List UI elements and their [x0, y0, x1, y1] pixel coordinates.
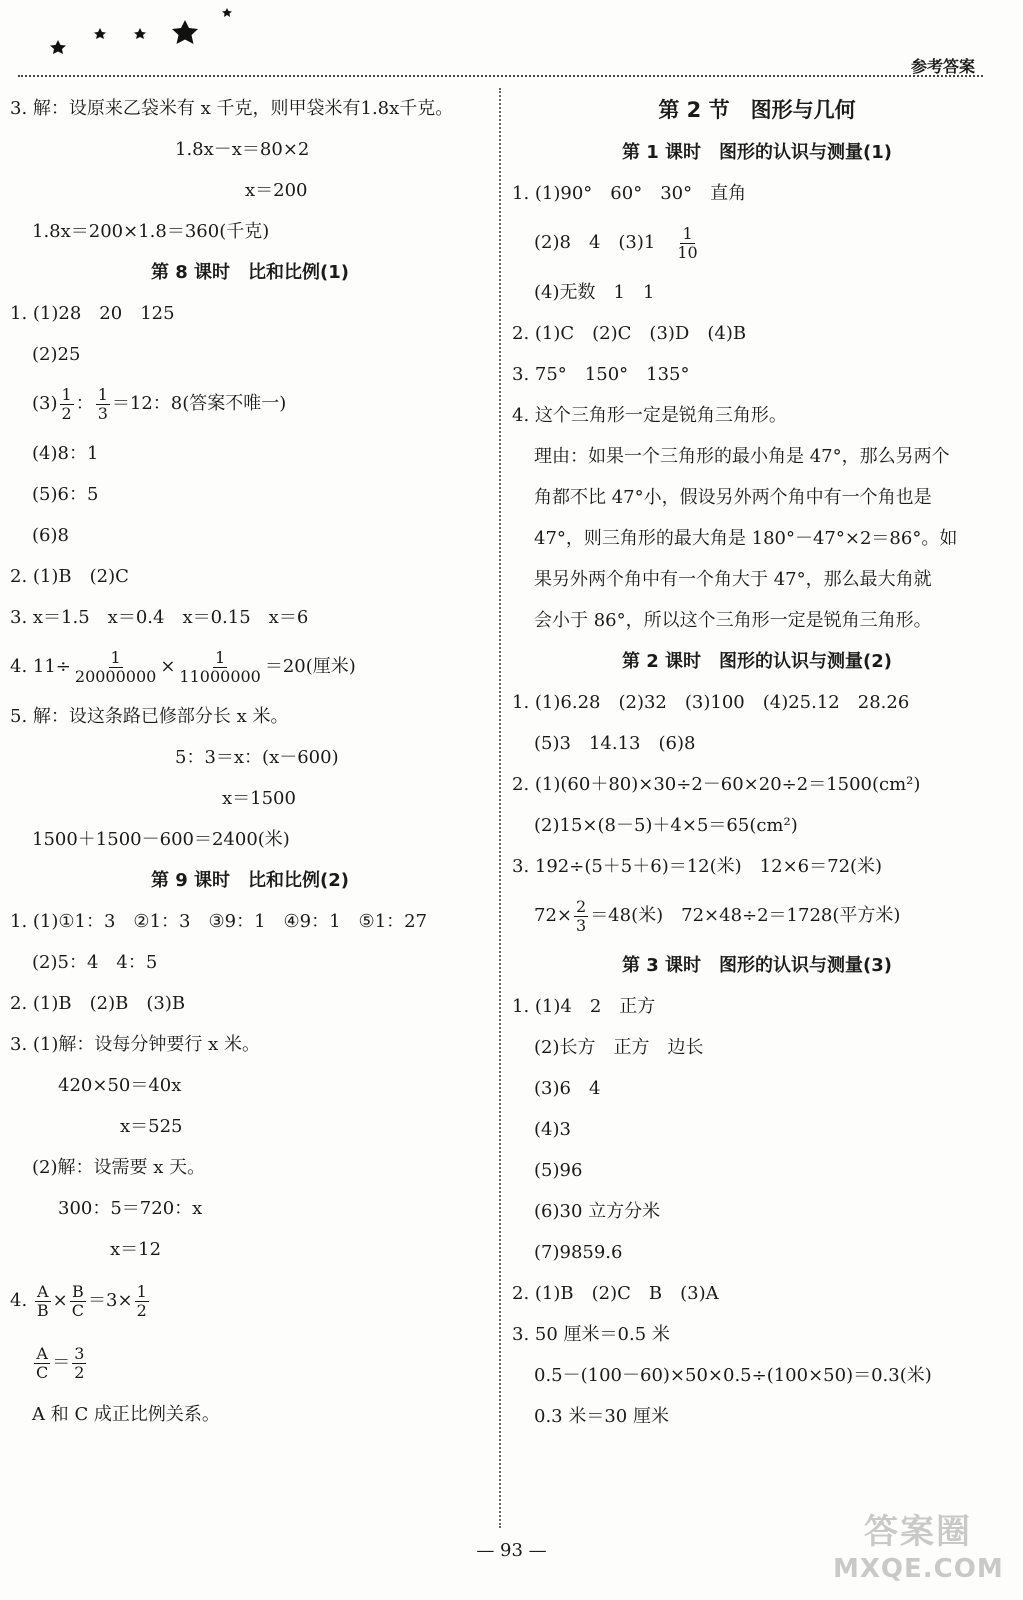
fraction	[72, 1345, 86, 1382]
numerator: 1	[136, 1281, 147, 1301]
denominator: C	[36, 1362, 49, 1382]
denominator: 20000000	[74, 666, 157, 686]
star-decoration-icon	[40, 4, 260, 54]
answer-line: (4)3	[534, 1119, 571, 1140]
watermark-url: MXQE.COM	[833, 1554, 1004, 1584]
fraction	[35, 1283, 51, 1320]
denominator: 3	[97, 403, 108, 423]
fraction	[135, 1283, 149, 1320]
left-column	[10, 88, 490, 1435]
answer-line: 4. 这个三角形一定是锐角三角形。	[512, 405, 787, 426]
fraction	[177, 649, 262, 686]
page-number: — 93 —	[476, 1540, 547, 1561]
paragraph-line: 理由：如果一个三角形的最小角是 47°，那么另两个	[534, 446, 950, 467]
paragraph-line: 47°，则三角形的最大角是 180°－47°×2＝86°。如	[534, 528, 958, 549]
right-column	[512, 88, 1002, 1437]
answer-line: (3)6 4	[534, 1078, 601, 1099]
text-segment: ＝48(米) 72×48÷2＝1728(平方米)	[590, 905, 901, 926]
header-divider	[18, 75, 983, 77]
text-segment: ＝12：8(答案不唯一)	[111, 393, 287, 414]
equation-line: 0.3 米＝30 厘米	[534, 1406, 669, 1427]
answer-line: 2. (1)B (2)C	[10, 566, 129, 587]
denominator: 2	[74, 1362, 85, 1382]
answer-line: (5)96	[534, 1160, 583, 1181]
denominator: 11000000	[179, 666, 261, 686]
text-segment: 72×	[534, 905, 572, 926]
denominator: C	[71, 1300, 85, 1320]
denominator: 3	[576, 915, 587, 935]
numerator: 1	[215, 647, 226, 667]
page-header	[0, 0, 1023, 82]
numerator: B	[72, 1281, 84, 1301]
answer-line-fractions	[10, 1270, 490, 1332]
fraction	[96, 386, 110, 423]
text-segment: ＝3×	[88, 1290, 133, 1311]
text-segment: (2)8 4 (3)1	[534, 232, 674, 253]
answer-line-ratio	[10, 375, 490, 433]
answer-line: (2)25	[32, 344, 81, 365]
answer-line: 3. 50 厘米＝0.5 米	[512, 1324, 670, 1345]
text-segment: ：	[75, 393, 94, 414]
answer-line-fraction	[512, 214, 1002, 272]
denominator: B	[36, 1300, 49, 1320]
equation-line: 0.5－(100－60)×50×0.5÷(100×50)＝0.3(米)	[534, 1365, 932, 1386]
answer-line: 2. (1)(60＋80)×30÷2－60×20÷2＝1500(cm²)	[512, 774, 921, 795]
equation-line: 420×50＝40x	[58, 1075, 182, 1096]
answer-line: 3. 192÷(5＋5＋6)＝12(米) 12×6＝72(米)	[512, 856, 883, 877]
answer-line: (2)5：4 4：5	[32, 952, 158, 973]
numerator: 1	[61, 384, 72, 404]
answer-line: 5. 解：设这条路已修部分长 x 米。	[10, 706, 289, 727]
text-segment: ＝20(厘米)	[264, 656, 356, 677]
answer-line: (6)8	[32, 525, 69, 546]
denominator: 2	[136, 1300, 147, 1320]
numerator: 1	[97, 384, 108, 404]
fraction	[574, 898, 588, 935]
answer-line: (2)15×(8－5)＋4×5＝65(cm²)	[534, 815, 798, 836]
answer-line: 1. (1)6.28 (2)32 (3)100 (4)25.12 28.26	[512, 692, 910, 713]
answer-line: 1. (1)28 20 125	[10, 303, 175, 324]
fraction	[675, 225, 699, 262]
watermark-text: 答案圈	[864, 1512, 972, 1552]
numerator: 1	[682, 223, 693, 243]
answer-line: (2)长方 正方 边长	[534, 1037, 704, 1058]
numerator: 3	[74, 1343, 85, 1363]
equation-line: x＝525	[120, 1116, 183, 1137]
answer-line: (4)无数 1 1	[534, 282, 655, 303]
answer-line-fractions	[10, 1332, 490, 1394]
text-segment: (3)	[32, 393, 58, 414]
answer-line: (6)30 立方分米	[534, 1201, 661, 1222]
answer-line: 1. (1)①1：3 ②1：3 ③9：1 ④9：1 ⑤1：27	[10, 911, 428, 932]
answer-line: 1. (1)4 2 正方	[512, 996, 656, 1017]
denominator: 10	[677, 242, 698, 262]
text-segment: 4. 11÷	[10, 656, 71, 677]
equation-line: 1.8x－x＝80×2	[175, 139, 310, 160]
answer-line: 2. (1)B (2)B (3)B	[10, 993, 186, 1014]
paragraph-line: 果另外两个角中有一个角大于 47°，那么最大角就	[534, 569, 932, 590]
lesson-heading-8: 第 8 课时 比和比例(1)	[150, 262, 350, 283]
answer-line-scale	[10, 638, 490, 696]
answer-line: (7)9859.6	[534, 1242, 623, 1263]
answer-line: (4)8：1	[32, 443, 99, 464]
answer-line: 3. x＝1.5 x＝0.4 x＝0.15 x＝6	[10, 607, 309, 628]
numerator: 2	[576, 896, 587, 916]
section-heading: 第 2 节 图形与几何	[658, 98, 856, 122]
equation-line: 300：5＝720：x	[58, 1198, 203, 1219]
answer-line: 1. (1)90° 60° 30° 直角	[512, 183, 747, 204]
text-segment: ×	[52, 1290, 68, 1311]
fraction	[73, 649, 158, 686]
answer-line: (2)解：设需要 x 天。	[32, 1157, 206, 1178]
watermark-logo	[833, 1510, 1003, 1594]
lesson-heading-2: 第 2 课时 图形的认识与测量(2)	[621, 651, 893, 672]
lesson-heading-1: 第 1 课时 图形的认识与测量(1)	[621, 142, 893, 163]
text-segment: ＝	[52, 1352, 71, 1373]
numerator: A	[36, 1343, 48, 1363]
text-segment: 4.	[10, 1290, 33, 1311]
equation-line: 1.8x＝200×1.8＝360(千克)	[32, 221, 270, 242]
fraction	[60, 386, 74, 423]
paragraph-line: 会小于 86°，所以这个三角形一定是锐角三角形。	[534, 610, 932, 631]
answer-line: (5)6：5	[32, 484, 99, 505]
equation-line: x＝200	[245, 180, 308, 201]
answer-line: 3. (1)解：设每分钟要行 x 米。	[10, 1034, 260, 1055]
equation-line: 5：3＝x：(x－600)	[175, 747, 339, 768]
fraction	[34, 1345, 50, 1382]
answer-line: 2. (1)B (2)C B (3)A	[512, 1283, 719, 1304]
numerator: A	[37, 1281, 49, 1301]
lesson-heading-9: 第 9 课时 比和比例(2)	[150, 870, 350, 891]
paragraph-line: 角都不比 47°小，假设另外两个角中有一个角也是	[534, 487, 932, 508]
denominator: 2	[61, 403, 72, 423]
answer-line: (5)3 14.13 (6)8	[534, 733, 696, 754]
lesson-heading-3: 第 3 课时 图形的认识与测量(3)	[621, 955, 893, 976]
answer-line: A 和 C 成正比例关系。	[32, 1404, 220, 1425]
answer-line-fraction	[512, 887, 1002, 945]
column-divider	[499, 88, 501, 1528]
equation-line: 1500＋1500－600＝2400(米)	[32, 829, 290, 850]
numerator: 1	[110, 647, 121, 667]
equation-line: x＝12	[110, 1239, 162, 1260]
header-title: 参考答案	[910, 57, 975, 76]
fraction	[70, 1283, 86, 1320]
answer-line: 3. 75° 150° 135°	[512, 364, 690, 385]
answer-line: 3. 解：设原来乙袋米有 x 千克，则甲袋米有1.8x千克。	[10, 98, 454, 119]
text-segment: ×	[160, 656, 176, 677]
answer-line: 2. (1)C (2)C (3)D (4)B	[512, 323, 747, 344]
equation-line: x＝1500	[222, 788, 296, 809]
